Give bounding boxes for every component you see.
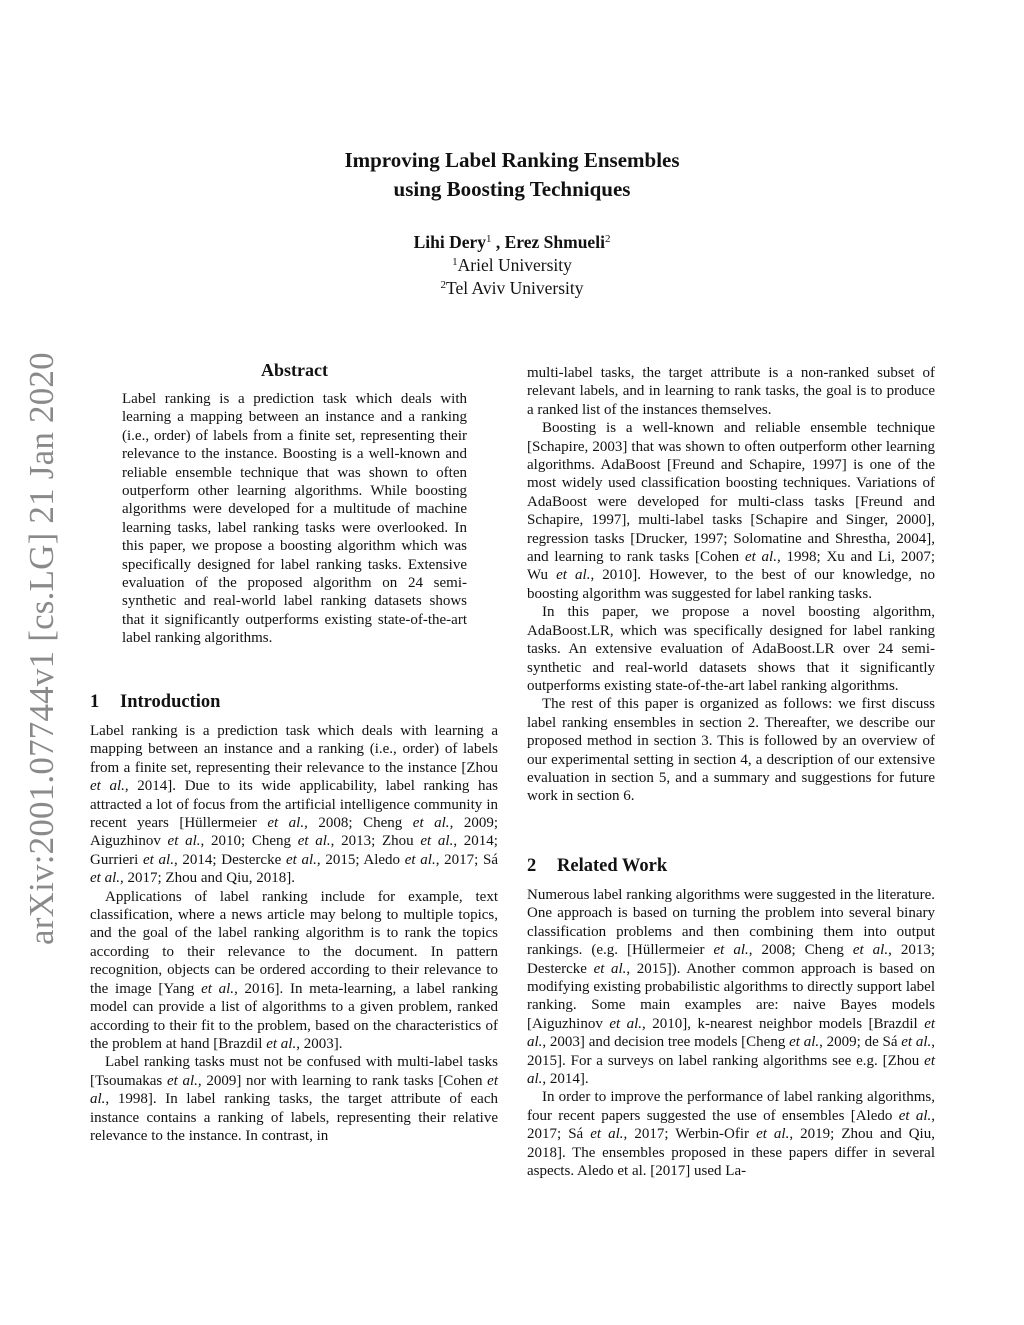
text-run: et al. (590, 1126, 624, 1143)
text-run: et al. (143, 851, 174, 868)
abstract-heading: Abstract (261, 360, 328, 380)
intro-paragraph-5: In this paper, we propose a novel boosting algorithm, AdaBoost.LR, which was specifically designed for label ranking tasks. An extensive evaluation of AdaBoost.LR over 24 semi-synthetic and real-world datasets shows that it significantly outperforms existing state-of-the-art label ranking algorithms. (527, 604, 935, 694)
text-run: et al. (90, 1072, 498, 1108)
section-2-heading (527, 856, 667, 877)
abstract-text: Label ranking is a prediction task which deals with learning a mapping between an instance and a ranking (i.e., order) of labels from a finite set, representing their relevance to the instance. Boosting is a well-known and reliable ensemble technique that was shown to often outperform other learning algorithms. While boosting algorithms were developed for a multitude of machine learning tasks, label ranking tasks were overlooked. In this paper, we propose a boosting algorithm which was specifically designed for label ranking tasks. Extensive evaluation of the proposed algorithm on 24 semi-synthetic and real-world label ranking datasets shows that it significantly outperforms existing state-of-the-art label ranking algorithms. (122, 391, 467, 647)
text-run: et al. (744, 549, 777, 566)
text-run: et al. (412, 815, 450, 832)
text-run: et al. (90, 870, 120, 887)
text-run: , 2015]. For a surveys on label ranking algorithms see e.g. [Zhou (527, 1034, 936, 1069)
section-2-number: 2 (527, 856, 537, 876)
text-run: et al. (556, 567, 591, 584)
text-run: et al. (901, 1034, 932, 1051)
text-run: , 2019; Zhou and Qiu, 2018]. The ensembles proposed in these papers differ in several aspects. Aledo et al. [2017] used La- (527, 1126, 935, 1180)
text-run: , 2003]. (296, 1035, 343, 1052)
text-run: et al. (266, 1035, 297, 1052)
right-column-lower (527, 886, 935, 1181)
text-run: , 2014; Destercke (173, 851, 286, 868)
text-run: et al. (609, 1015, 643, 1032)
author-names (0, 231, 1024, 254)
left-column (90, 722, 498, 1145)
affiliation-2-sup: 2 (440, 279, 447, 291)
text-run: , 2016]. In meta-learning, a label ranking model can provide a list of algorithms to a given problem, ranked according to their fit to the problem, based on the characteristics of the problem at hand [Brazdil (90, 980, 498, 1052)
text-run: , 1998; Xu and Li, 2007; Wu (527, 549, 936, 584)
section-1-number: 1 (90, 692, 100, 712)
text-run: et al. (713, 942, 749, 959)
text-run: et al. (267, 815, 305, 832)
text-run: et al. (167, 833, 201, 850)
right-column-upper (527, 364, 935, 806)
author-2: Erez Shmueli (504, 232, 605, 252)
text-run: , 2015; Aledo (316, 851, 405, 868)
arxiv-identifier: arXiv:2001.07744v1 [cs.LG] 21 Jan 2020 (22, 352, 61, 945)
text-run: , 2003] and decision tree models [Cheng (542, 1034, 790, 1051)
text-run: et al. (201, 980, 235, 997)
text-run: In order to improve the performance of label ranking algorithms, four recent papers suggested the use of ensembles [Aledo (527, 1089, 935, 1124)
section-2-title: Related Work (557, 856, 668, 876)
intro-paragraph-6: The rest of this paper is organized as follows: we first discuss label ranking ensembles in section 2. Thereafter, we describe our proposed method in section 3. This is followed by an overview of our experimental setting in section 4, a description of our extensive evaluation in section 5, and a summary and suggestions for future work in section 6. (527, 696, 935, 805)
text-run: , 2014]. (542, 1071, 589, 1088)
affiliation-2-name: Tel Aviv University (446, 278, 584, 298)
section-1-title: Introduction (120, 692, 221, 712)
affiliation-1-name: Ariel University (457, 255, 572, 275)
text-run: et al. (420, 833, 454, 850)
text-run: Applications of label ranking include for example, text classification, where a news article may belong to multiple topics, and the goal of the label ranking algorithm is to rank the topics according to their relevance to the document. In pattern recognition, objects can be ordered according to their relevance to the image [Yang (90, 888, 498, 997)
affiliation-1-sup: 1 (452, 256, 458, 268)
text-run: , 2009] nor with learning to rank tasks [Cohen (197, 1072, 488, 1089)
text-run: , 2017; Zhou and Qiu, 2018]. (120, 870, 295, 887)
intro-paragraph-3 (90, 1053, 498, 1145)
text-run: , 2010]. However, to the best of our knowledge, no boosting algorithm was suggested for label ranking tasks. (527, 567, 935, 602)
intro-paragraph-1 (90, 722, 498, 888)
text-run: , 2014; Gurrieri (90, 833, 498, 868)
text-run: Numerous label ranking algorithms were suggested in the literature. One approach is based on turning the problem into several binary classification problems and then combining them into output rankings. (e.g. [Hüllermeier (527, 887, 935, 959)
related-paragraph-2 (527, 1088, 935, 1180)
text-run: , 2008; Cheng (748, 942, 853, 959)
text-run: et al. (166, 1072, 198, 1089)
text-run: , 2013; Destercke (527, 942, 936, 977)
text-run: et al. (756, 1126, 790, 1143)
text-run: et al. (285, 851, 317, 868)
title-line-1: Improving Label Ranking Ensembles (344, 148, 680, 172)
intro-paragraph-2 (90, 888, 498, 1054)
text-run: , 2017; Sá (527, 1107, 935, 1143)
text-run: , 2013; Zhou (330, 833, 421, 850)
author-separator: , (491, 232, 505, 252)
text-run: Label ranking tasks must not be confused with multi-label tasks [Tsoumakas (90, 1054, 498, 1089)
text-run: et al. (527, 1052, 935, 1088)
intro-paragraph-4 (527, 419, 935, 603)
author-block (0, 231, 1024, 300)
text-run: , 2017; Sá (435, 851, 499, 868)
text-run: , 2015]). Another common approach is based on modifying existing probabilistic algorithms to directly support label ranking. Some main examples are: naive Bayes models [Aiguzhinov (527, 960, 935, 1032)
text-run: , 2010; Cheng (200, 833, 298, 850)
title-line-2: using Boosting Techniques (393, 177, 631, 201)
text-run: et al. (90, 778, 125, 795)
text-run: et al. (852, 942, 889, 959)
intro-paragraph-3-continued: multi-label tasks, the target attribute is a non-ranked subset of relevant labels, and in learning to rank tasks, the goal is to produce a ranked list of the instances themselves. (527, 365, 935, 418)
affiliation-1 (0, 254, 1024, 277)
text-run: et al. (297, 833, 331, 850)
text-run: Boosting is a well-known and reliable ensemble technique [Schapire, 2003] that was shown to often outperform other learning algorithms. AdaBoost [Freund and Schapire, 1997] is one of the most widely used classification boosting techniques. Variations of AdaBoost were developed for multi-class tasks [Freund and Schapire, 1997], multi-label tasks [Schapire and Singer, 2000], regression tasks [Drucker, 1997; Solomatine and Shrestha, 2004], and learning to rank tasks [Cohen (527, 420, 935, 566)
text-run: et al. (593, 960, 627, 977)
related-paragraph-1 (527, 886, 935, 1088)
author-1-sup: 1 (486, 233, 492, 245)
text-run: et al. (898, 1107, 932, 1124)
text-run: , 1998]. In label ranking tasks, the target attribute of each instance contains a ranking of labels, representing their relative relevance to the instance. In contrast, in (90, 1091, 498, 1144)
text-run: et al. (527, 1015, 936, 1051)
text-run: , 2008; Cheng (304, 815, 413, 832)
text-run: et al. (404, 851, 436, 868)
text-run: et al. (789, 1034, 820, 1051)
affiliation-2 (0, 277, 1024, 300)
author-2-sup: 2 (604, 233, 611, 245)
text-run: , 2009; de Sá (819, 1034, 902, 1051)
text-run: , 2017; Werbin-Ofir (623, 1126, 757, 1143)
paper-title (0, 146, 1024, 204)
text-run: , 2009; Aiguzhinov (90, 815, 499, 850)
author-1: Lihi Dery (413, 232, 486, 252)
text-run: Label ranking is a prediction task which deals with learning a mapping between an instance and a ranking (i.e., order) of labels from a finite set, representing their relevance to the instance [Zhou (90, 723, 498, 776)
text-run: , 2014]. Due to its wide applicability, label ranking has attracted a lot of focus from the artificial intelligence community in recent years [Hüllermeier (90, 778, 499, 832)
text-run: , 2010], k-nearest neighbor models [Brazdil (642, 1015, 925, 1032)
section-1-heading (90, 692, 220, 713)
